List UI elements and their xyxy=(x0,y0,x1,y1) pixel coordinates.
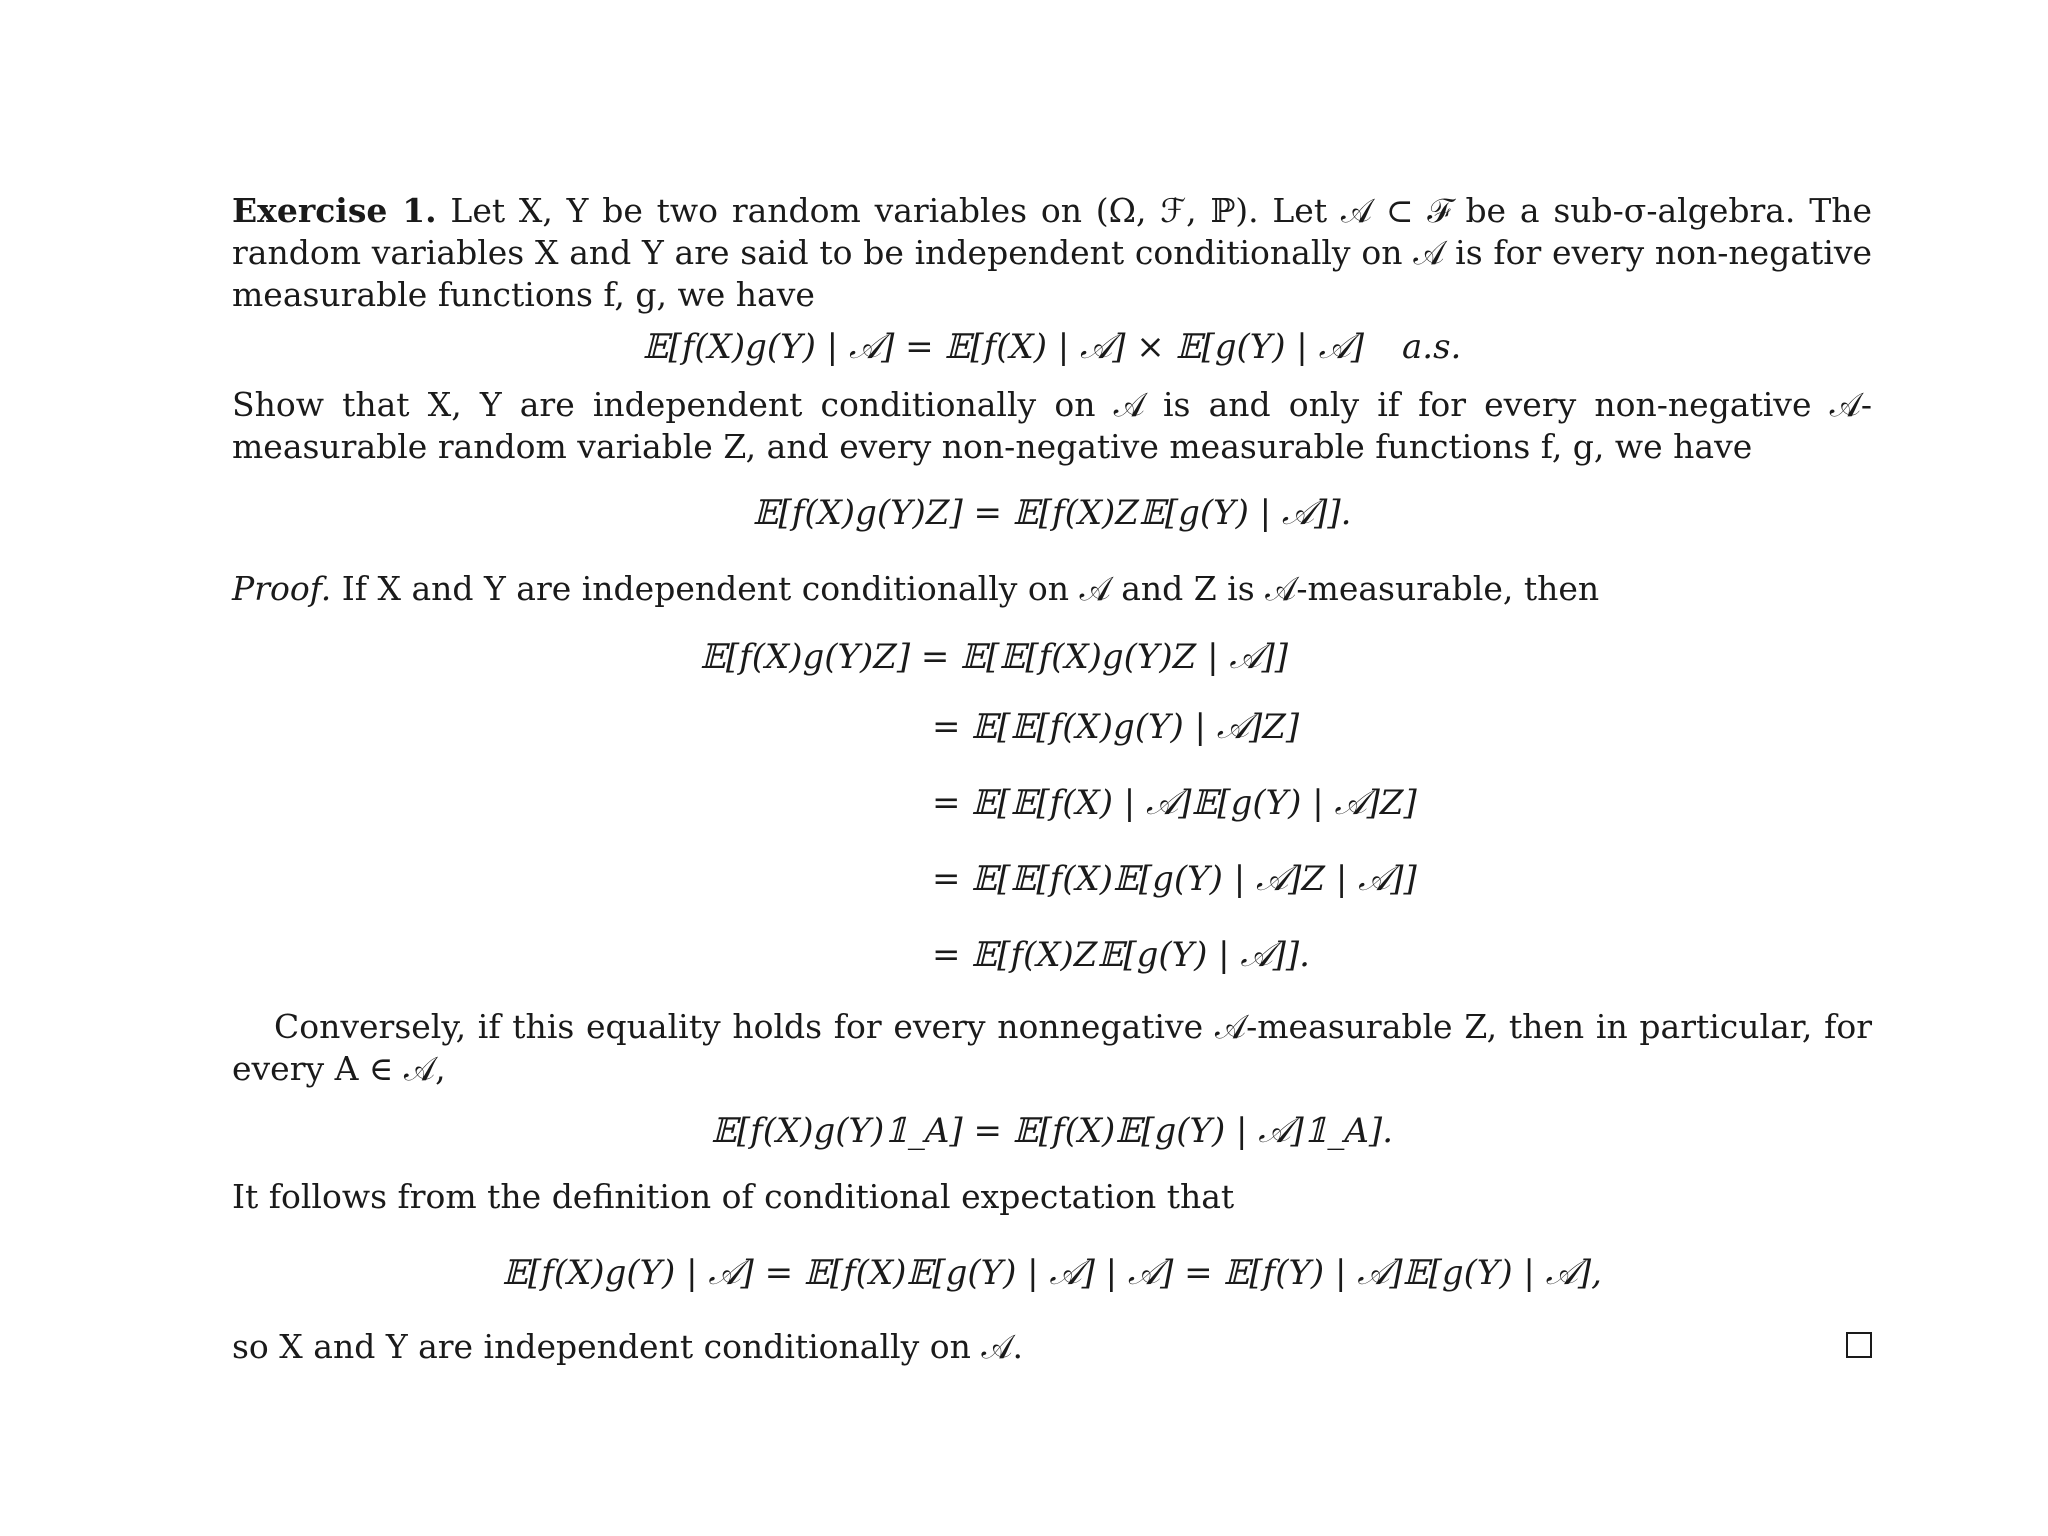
proof-intro: If X and Y are independent conditionally on 𝒜 and Z is 𝒜-measurable, then xyxy=(331,569,1600,608)
exercise-question: Show that X, Y are independent conditionally on 𝒜 is and only if for every non-negative 𝒜-measurable random variable Z, and every non-negative measurable functions f, g, we have xyxy=(232,385,1872,466)
equation-1-body: 𝔼[f(X)g(Y) | 𝒜] = 𝔼[f(X) | 𝒜] × 𝔼[g(Y) | 𝒜] xyxy=(642,327,1364,367)
follows-paragraph: It follows from the definition of conditional expectation that xyxy=(232,1177,1235,1216)
chain-line-1: = 𝔼[𝔼[f(X)g(Y) | 𝒜]Z] xyxy=(932,707,1300,747)
chain-line-2: = 𝔼[𝔼[f(X) | 𝒜]𝔼[g(Y) | 𝒜]Z] xyxy=(932,783,1417,823)
equation-3: 𝔼[f(X)g(Y)𝟙_A] = 𝔼[f(X)𝔼[g(Y) | 𝒜]𝟙_A]. xyxy=(710,1111,1393,1151)
converse-text: Conversely, if this equality holds for every nonnegative 𝒜-measurable Z, then in particular, for every A ∈ 𝒜, xyxy=(232,1007,1872,1088)
exercise-statement: Let X, Y be two random variables on (Ω, ℱ, ℙ). Let 𝒜 ⊂ ℱ be a sub-σ-algebra. The random variables X and Y are said to be independent conditionally on 𝒜 is for every non-negative measurable functions f, g, we have xyxy=(232,191,1872,314)
chain-line-4: = 𝔼[f(X)Z𝔼[g(Y) | 𝒜]]. xyxy=(932,935,1310,975)
equation-2: 𝔼[f(X)g(Y)Z] = 𝔼[f(X)Z𝔼[g(Y) | 𝒜]]. xyxy=(752,493,1352,533)
qed-square-icon xyxy=(1846,1332,1872,1358)
chain-line-0: 𝔼[f(X)g(Y)Z] = 𝔼[𝔼[f(X)g(Y)Z | 𝒜]] xyxy=(700,637,1289,677)
proof-label: Proof. xyxy=(232,569,332,608)
conclusion-paragraph: so X and Y are independent conditionally on 𝒜. xyxy=(232,1327,1024,1366)
exercise-heading: Exercise 1. xyxy=(232,191,437,230)
chain-line-3: = 𝔼[𝔼[f(X)𝔼[g(Y) | 𝒜]Z | 𝒜]] xyxy=(932,859,1417,899)
exercise-paragraph xyxy=(232,190,1872,316)
proof-intro-paragraph xyxy=(232,568,1872,610)
converse-paragraph xyxy=(232,1006,1872,1090)
equation-4: 𝔼[f(X)g(Y) | 𝒜] = 𝔼[f(X)𝔼[g(Y) | 𝒜] | 𝒜] = 𝔼[f(Y) | 𝒜]𝔼[g(Y) | 𝒜], xyxy=(502,1253,1602,1293)
equation-1-tag: a.s. xyxy=(1402,327,1462,367)
equation-1 xyxy=(232,326,1872,368)
